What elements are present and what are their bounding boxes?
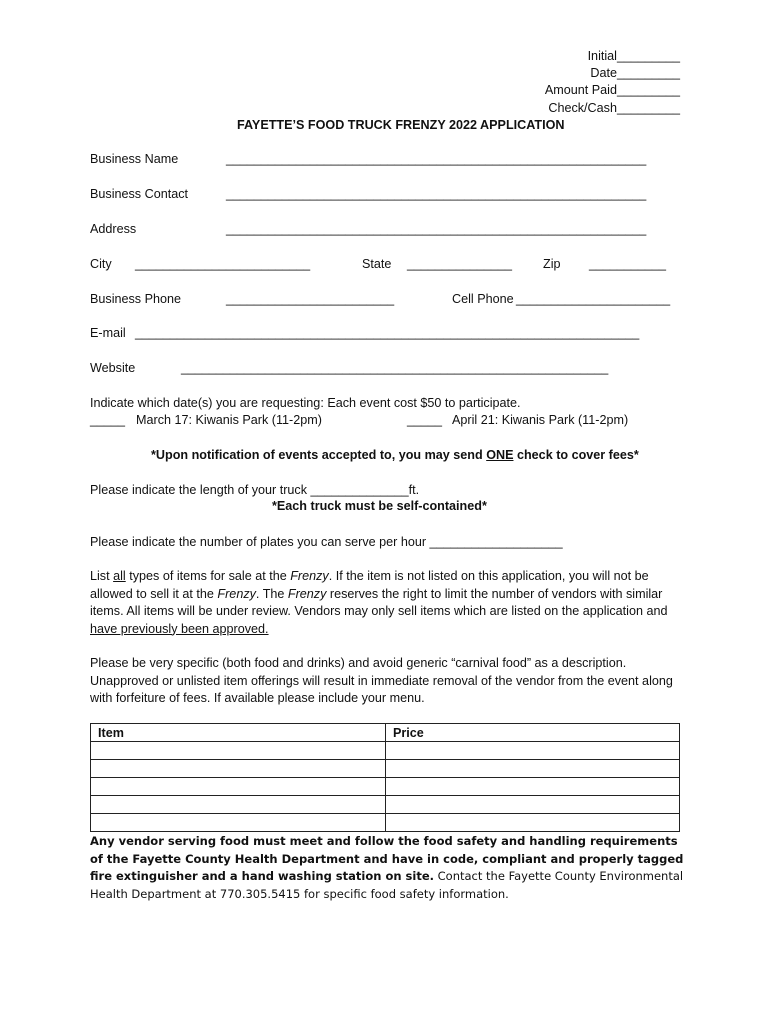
plates-per-hour-text: Please indicate the number of plates you can serve per hour ___________________ [90,535,563,549]
office-check-cash: Check/Cash_________ [548,101,680,115]
state-field[interactable]: _______________ [407,257,513,271]
item-cell[interactable] [91,778,386,796]
fee-notice-before: *Upon notification of events accepted to, you may send [151,448,487,462]
table-row [91,796,680,814]
date-option-2-blank[interactable]: _____ [407,413,443,427]
cell-phone-field[interactable]: ______________________ [516,292,671,306]
price-cell[interactable] [386,814,680,832]
table-row [91,760,680,778]
all-emphasis: all [113,569,126,583]
food-safety-notice [90,833,690,903]
office-amount-paid: Amount Paid_________ [544,83,680,97]
date-option-1-blank[interactable]: _____ [90,413,126,427]
fee-notice-emphasis: ONE [486,448,514,462]
dates-instruction: Indicate which date(s) you are requesting: Each event cost $50 to participate. [90,396,521,410]
specific-instructions: Please be very specific (both food and drinks) and avoid generic “carnival food” as a description. Unapproved or unlisted item offerings will result in immediate removal of the vendor from the event along with forfeiture of fees. If available please include your menu. [90,656,673,705]
address-field[interactable]: ____________________________________________________________ [226,222,647,236]
truck-length-text: Please indicate the length of your truck ______________ft. [90,483,420,497]
cell-phone-label: Cell Phone [452,292,514,306]
business-phone-field[interactable]: ________________________ [226,292,395,306]
table-row [91,814,680,832]
business-contact-field[interactable]: ____________________________________________________________ [226,187,647,201]
office-initial: Initial_________ [587,49,680,63]
price-cell[interactable] [386,778,680,796]
price-cell[interactable] [386,760,680,778]
state-label: State [362,257,392,271]
business-phone-label: Business Phone [90,292,182,306]
items-table [90,723,680,832]
price-cell[interactable] [386,796,680,814]
address-label: Address [90,222,137,236]
zip-field[interactable]: ___________ [589,257,667,271]
food-safety-contact: Contact the Fayette County Environmental Health Department at 770.305.5415 for specific food safety information. [90,869,684,901]
business-name-label: Business Name [90,152,179,166]
business-name-field[interactable]: ____________________________________________________________ [226,152,647,166]
city-field[interactable]: _________________________ [135,257,311,271]
food-safety-requirements: Any vendor serving food must meet and follow the food safety and handling requirements of the Fayette County Health Department and have in code, compliant and properly tagged fire extinguisher and a hand washing station on site. [90,834,684,883]
approved-emphasis: have previously been approved. [90,621,269,636]
fee-notice-after: check to cover fees* [513,448,639,462]
business-contact-label: Business Contact [90,187,189,201]
price-column-header: Price [386,724,680,742]
date-option-1: March 17: Kiwanis Park (11-2pm) [136,413,322,427]
table-row [91,742,680,760]
item-cell[interactable] [91,760,386,778]
table-header-row [91,724,680,742]
items-instructions: List all types of items for sale at the Frenzy. If the item is not listed on this application, you will not be allowed to sell it at the Frenzy. The Frenzy reserves the right to limit the number of vendors with similar items. All items will be under review. Vendors may only sell items which are listed on the application and have previously been approved. [90,569,668,636]
email-field[interactable]: ________________________________________________________________________ [135,326,640,340]
self-contained-note: *Each truck must be self-contained* [272,499,487,513]
fee-notice [151,447,639,463]
date-option-2: April 21: Kiwanis Park (11-2pm) [452,413,629,427]
table-row [91,778,680,796]
item-cell[interactable] [91,796,386,814]
price-cell[interactable] [386,742,680,760]
office-date: Date_________ [590,66,680,80]
email-label: E-mail [90,326,126,340]
item-cell[interactable] [91,814,386,832]
website-field[interactable]: _____________________________________________________________ [181,361,609,375]
city-label: City [90,257,112,271]
item-cell[interactable] [91,742,386,760]
website-label: Website [90,361,136,375]
page-title: FAYETTE’S FOOD TRUCK FRENZY 2022 APPLICATION [237,118,565,132]
item-column-header: Item [91,724,386,742]
zip-label: Zip [543,257,561,271]
